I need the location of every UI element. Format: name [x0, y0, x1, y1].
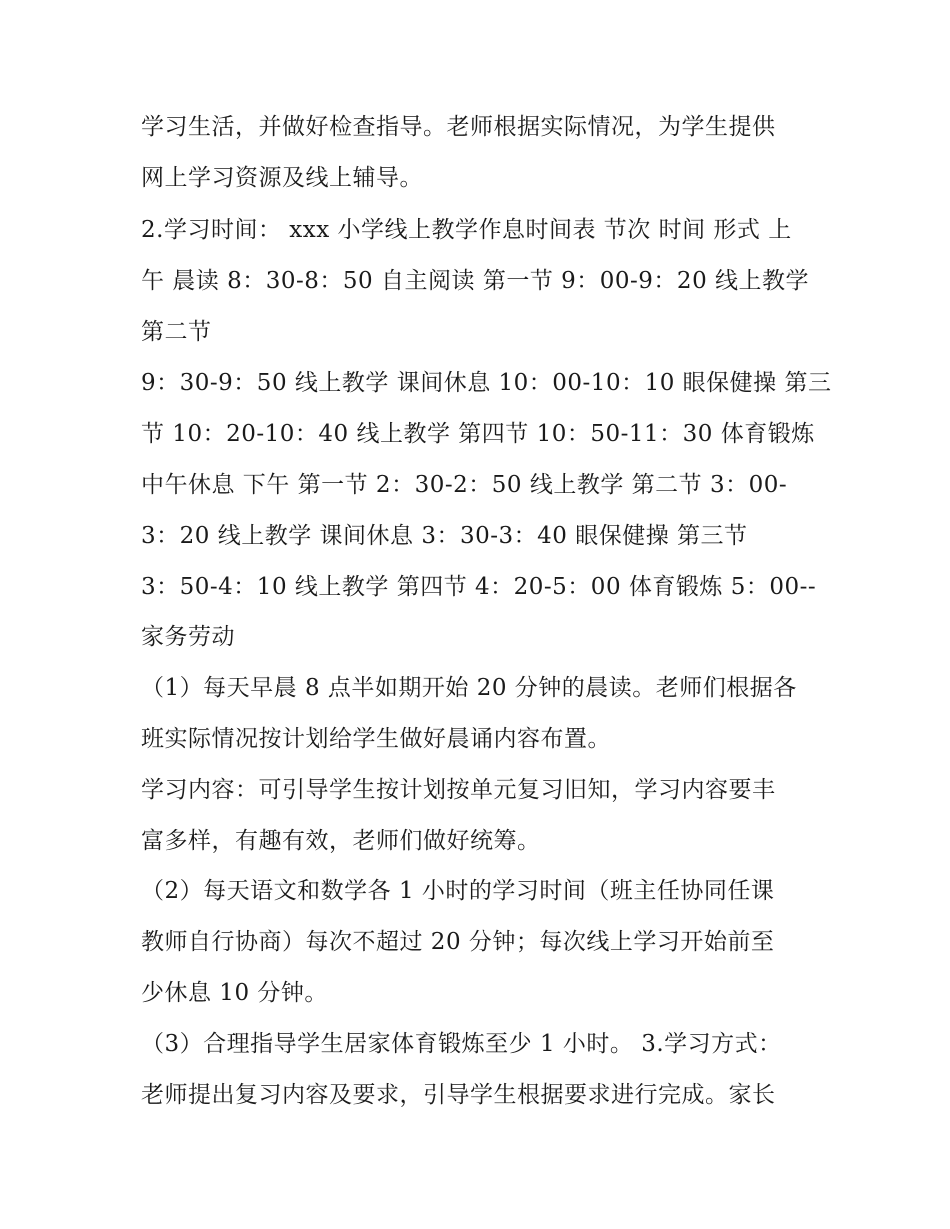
text-line: 中午休息 下午 第一节 2：30-2：50 线上教学 第二节 3：00- [141, 472, 788, 498]
text-line: （3）合理指导学生居家体育锻炼至少 1 小时。 3.学习方式： [141, 1031, 782, 1057]
text-line: 午 晨读 8：30-8：50 自主阅读 第一节 9：00-9：20 线上教学 [141, 268, 810, 294]
text-line: 2.学习时间： xxx 小学线上教学作息时间表 节次 时间 形式 上 [141, 217, 792, 243]
text-line: （1）每天早晨 8 点半如期开始 20 分钟的晨读。老师们根据各 [141, 675, 797, 701]
text-line: 教师自行协商）每次不超过 20 分钟；每次线上学习开始前至 [141, 929, 775, 955]
text-line: 9：30-9：50 线上教学 课间休息 10：00-10：10 眼保健操 第三 [141, 370, 832, 396]
text-line: 学习生活，并做好检查指导。老师根据实际情况，为学生提供 [141, 114, 776, 140]
text-line: 学习内容：可引导学生按计划按单元复习旧知，学习内容要丰 [141, 777, 776, 803]
text-line: 家务劳动 [141, 624, 235, 650]
text-line: 老师提出复习内容及要求，引导学生根据要求进行完成。家长 [141, 1082, 776, 1108]
text-line: （2）每天语文和数学各 1 小时的学习时间（班主任协同任课 [141, 878, 775, 904]
text-line: 班实际情况按计划给学生做好晨诵内容布置。 [141, 726, 611, 752]
text-line: 富多样，有趣有效，老师们做好统筹。 [141, 828, 541, 854]
text-line: 少休息 10 分钟。 [141, 980, 328, 1006]
text-line: 节 10：20-10：40 线上教学 第四节 10：50-11：30 体育锻炼 [141, 421, 815, 447]
text-line: 第二节 [141, 319, 212, 345]
text-line: 3：50-4：10 线上教学 第四节 4：20-5：00 体育锻炼 5：00-- [141, 574, 817, 600]
text-line: 网上学习资源及线上辅导。 [141, 165, 423, 191]
text-line: 3：20 线上教学 课间休息 3：30-3：40 眼保健操 第三节 [141, 523, 748, 549]
